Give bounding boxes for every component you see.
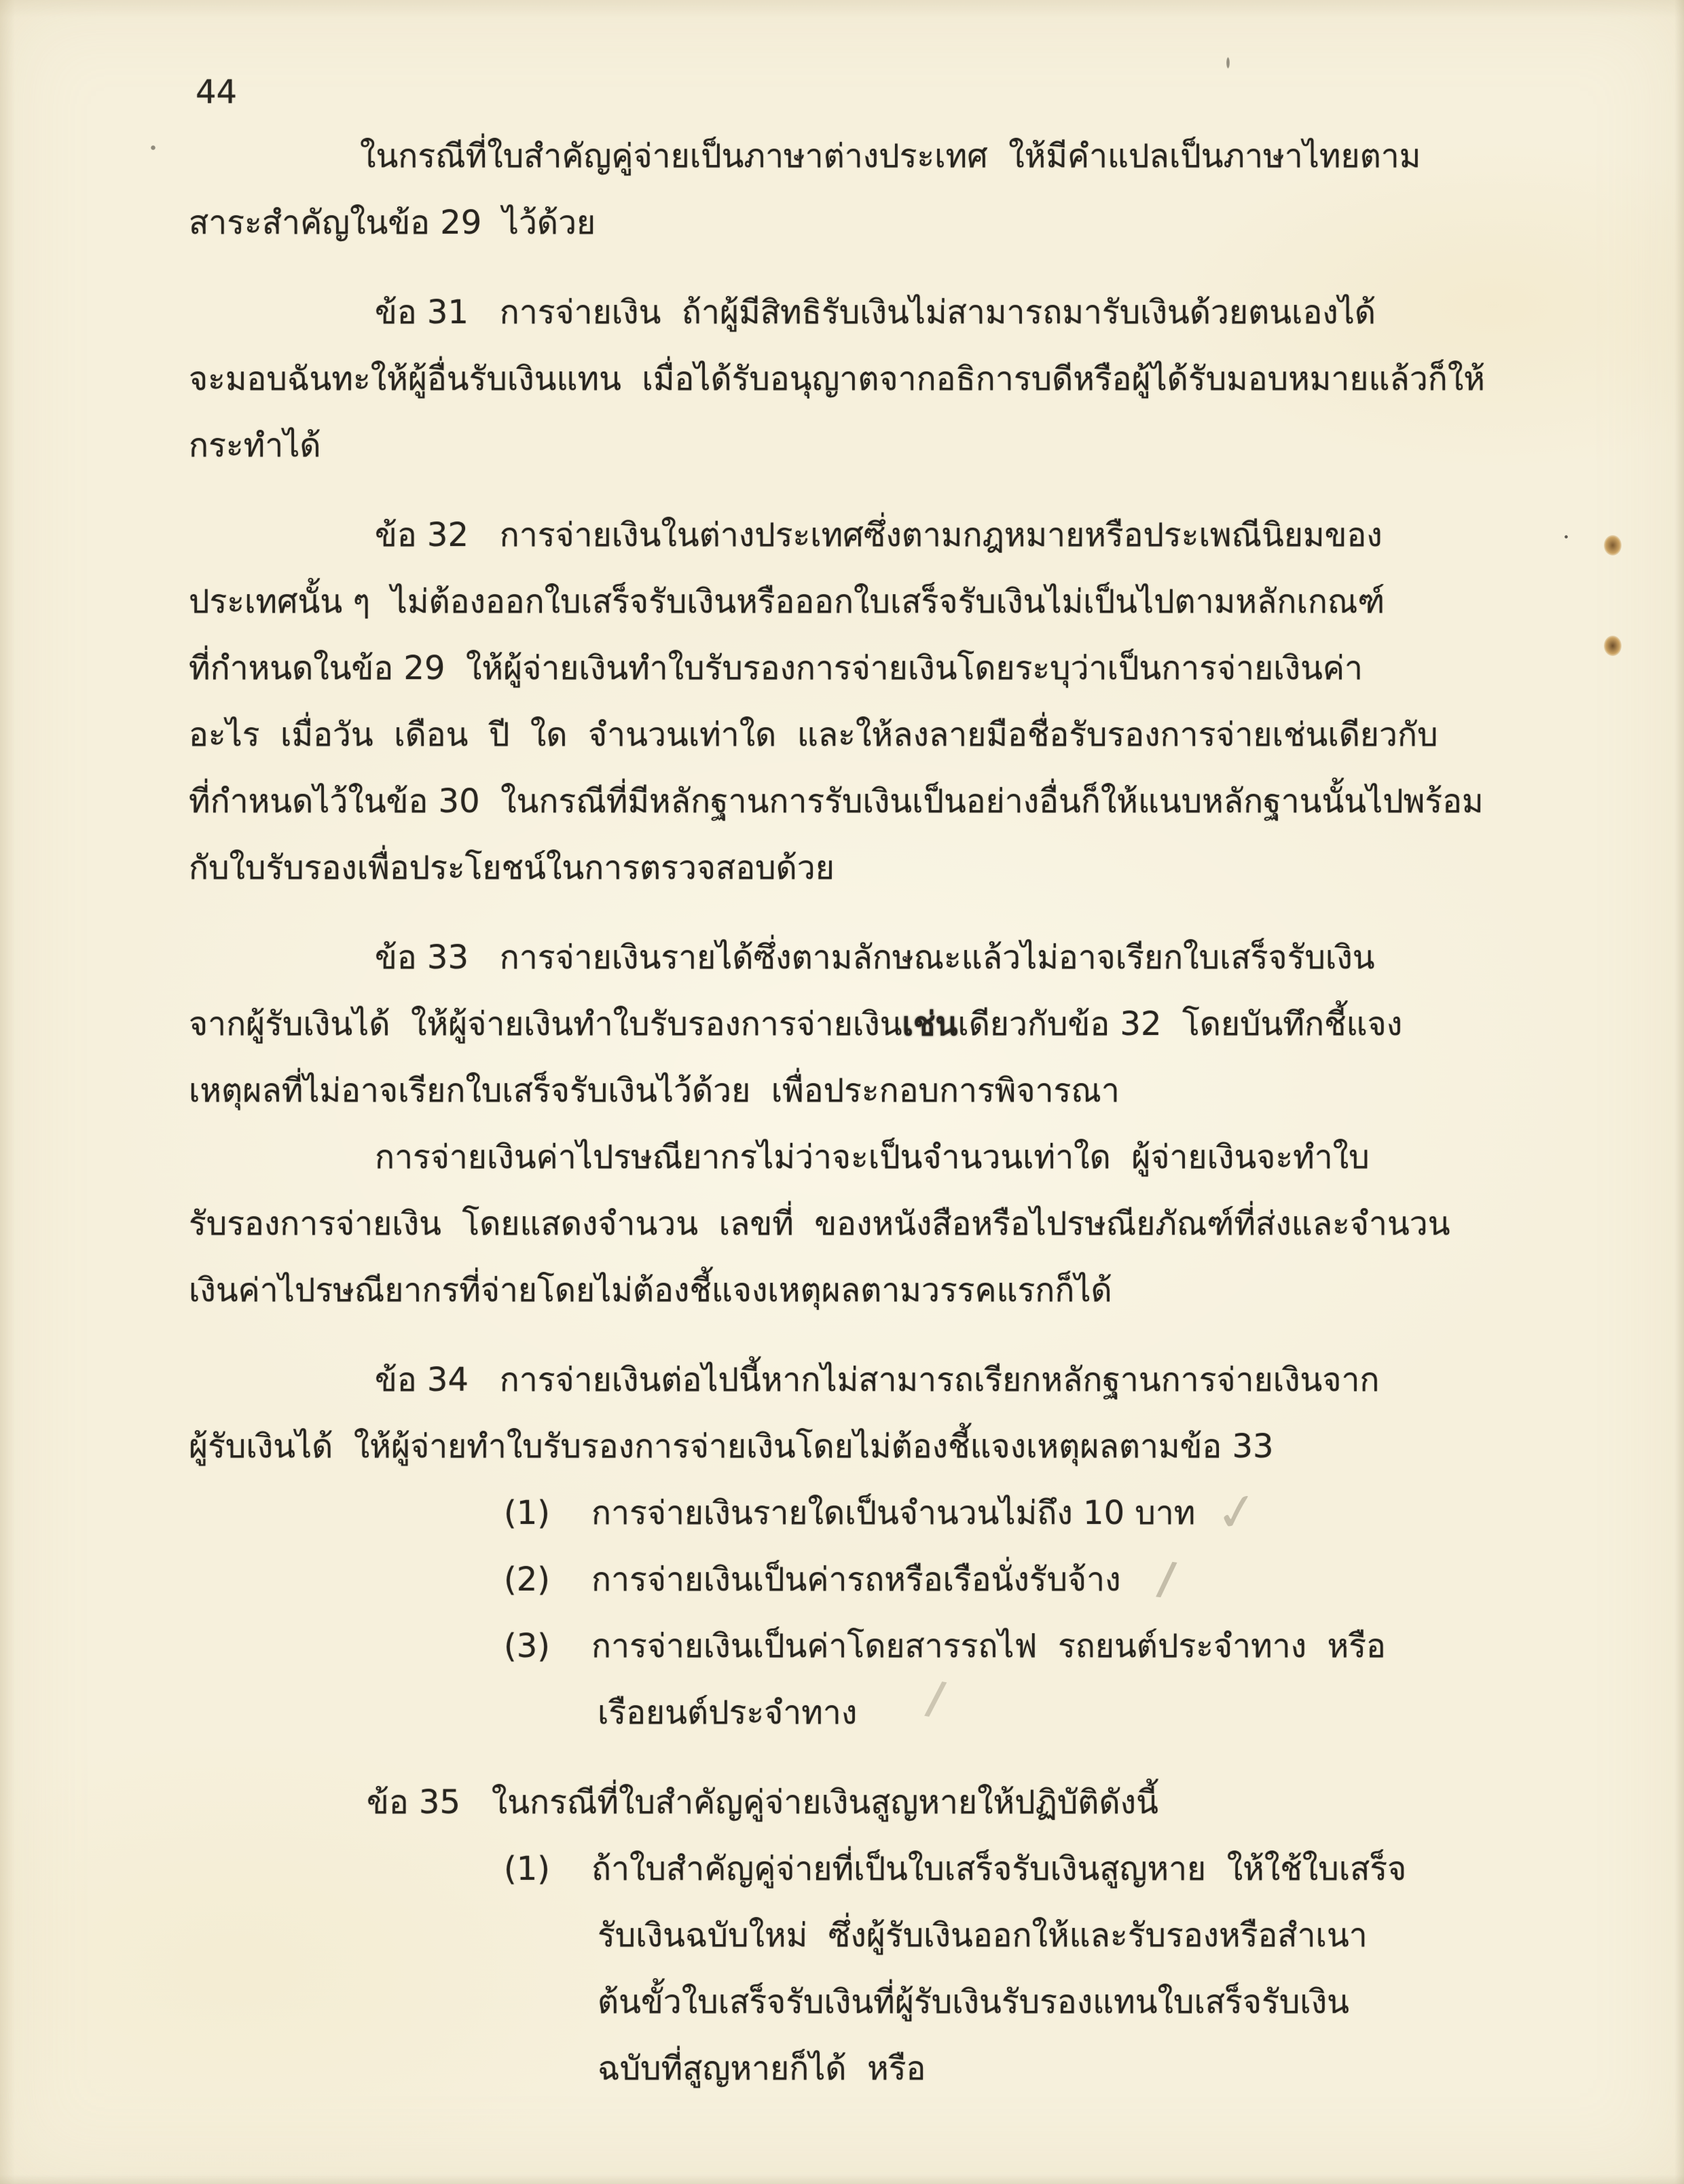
pencil-check-mark: ✓ bbox=[1211, 1479, 1263, 1545]
text-line: เหตุผลที่ไม่อาจเรียกใบเสร็จรับเงินไว้ด้วย เพื่อประกอบการพิจารณา bbox=[189, 1072, 1120, 1110]
text-line: ที่กำหนดในข้อ 29 ให้ผู้จ่ายเงินทำใบรับรองการจ่ายเงินโดยระบุว่าเป็นการจ่ายเงินค่า bbox=[189, 649, 1363, 687]
text-line: ประเทศนั้น ๆ ไม่ต้องออกใบเสร็จรับเงินหรือออกใบเสร็จรับเงินไม่เป็นไปตามหลักเกณฑ์ bbox=[189, 583, 1385, 621]
text-line: กับใบรับรองเพื่อประโยชน์ในการตรวจสอบด้วย bbox=[189, 849, 835, 887]
overstruck-word: เช่น bbox=[902, 1005, 958, 1043]
rust-stain bbox=[1604, 535, 1622, 556]
text-line: ข้อ 33 การจ่ายเงินรายได้ซึ่งตามลักษณะแล้วไม่อาจเรียกใบเสร็จรับเงิน bbox=[375, 939, 1375, 977]
text-line: ข้อ 35 ในกรณีที่ใบสำคัญคู่จ่ายเงินสูญหายให้ปฏิบัติดังนี้ bbox=[367, 1783, 1158, 1821]
text-line: เรือยนต์ประจำทาง bbox=[598, 1694, 858, 1732]
ink-speck bbox=[1226, 57, 1230, 69]
text-line: จากผู้รับเงินได้ ให้ผู้จ่ายเงินทำใบรับรองการจ่ายเงินเช่นเดียวกับข้อ 32 โดยบันทึกชี้แจง bbox=[189, 1005, 1403, 1043]
text-line: ข้อ 32 การจ่ายเงินในต่างประเทศซึ่งตามกฎหมายหรือประเพณีนิยมของ bbox=[375, 516, 1383, 554]
text-line: กระทำได้ bbox=[189, 426, 321, 465]
text-line: ข้อ 34 การจ่ายเงินต่อไปนี้หากไม่สามารถเรียกหลักฐานการจ่ายเงินจาก bbox=[375, 1361, 1380, 1399]
text-line: (3) การจ่ายเงินเป็นค่าโดยสารรถไฟ รถยนต์ประจำทาง หรือ bbox=[504, 1627, 1386, 1665]
text-line: การจ่ายเงินค่าไปรษณียากรไม่ว่าจะเป็นจำนวนเท่าใด ผู้จ่ายเงินจะทำใบ bbox=[375, 1138, 1370, 1176]
text-line: ข้อ 31 การจ่ายเงิน ถ้าผู้มีสิทธิรับเงินไม่สามารถมารับเงินด้วยตนเองได้ bbox=[375, 293, 1376, 331]
text-line: ในกรณีที่ใบสำคัญคู่จ่ายเป็นภาษาต่างประเทศ ให้มีคำแปลเป็นภาษาไทยตาม bbox=[360, 137, 1421, 175]
pencil-slash-mark: / bbox=[1154, 1551, 1179, 1606]
text-line: รับเงินฉบับใหม่ ซึ่งผู้รับเงินออกให้และรับรองหรือสำเนา bbox=[598, 1916, 1368, 1954]
text-line: อะไร เมื่อวัน เดือน ปี ใด จำนวนเท่าใด และให้ลงลายมือชื่อรับรองการจ่ายเช่นเดียวกับ bbox=[189, 716, 1438, 754]
text-line: (1) การจ่ายเงินรายใดเป็นจำนวนไม่ถึง 10 บาท bbox=[504, 1494, 1196, 1532]
text-line: รับรองการจ่ายเงิน โดยแสดงจำนวน เลขที่ ของหนังสือหรือไปรษณียภัณฑ์ที่ส่งและจำนวน bbox=[189, 1205, 1450, 1243]
ink-speck bbox=[151, 145, 155, 150]
text-line: สาระสำคัญในข้อ 29 ไว้ด้วย bbox=[189, 204, 596, 242]
ink-speck bbox=[1564, 535, 1568, 539]
page-number: 44 bbox=[196, 73, 238, 111]
text-line: (2) การจ่ายเงินเป็นค่ารถหรือเรือนั่งรับจ้าง bbox=[504, 1561, 1121, 1599]
text-line: ต้นขั้วใบเสร็จรับเงินที่ผู้รับเงินรับรองแทนใบเสร็จรับเงิน bbox=[598, 1983, 1349, 2021]
rust-stain bbox=[1604, 636, 1622, 656]
text-line: (1) ถ้าใบสำคัญคู่จ่ายที่เป็นใบเสร็จรับเงินสูญหาย ให้ใช้ใบเสร็จ bbox=[504, 1850, 1407, 1888]
text-line: ผู้รับเงินได้ ให้ผู้จ่ายทำใบรับรองการจ่ายเงินโดยไม่ต้องชี้แจงเหตุผลตามข้อ 33 bbox=[189, 1427, 1274, 1466]
pencil-slash-mark: / bbox=[923, 1671, 949, 1726]
text-line: เงินค่าไปรษณียากรที่จ่ายโดยไม่ต้องชี้แจงเหตุผลตามวรรคแรกก็ได้ bbox=[189, 1271, 1112, 1309]
text-line: ที่กำหนดไว้ในข้อ 30 ในกรณีที่มีหลักฐานการรับเงินเป็นอย่างอื่นก็ให้แนบหลักฐานนั้นไปพร้อม bbox=[189, 782, 1484, 820]
text-line: ฉบับที่สูญหายก็ได้ หรือ bbox=[598, 2050, 926, 2088]
text-line: จะมอบฉันทะให้ผู้อื่นรับเงินแทน เมื่อได้รับอนุญาตจากอธิการบดีหรือผู้ได้รับมอบหมายแล้วก็ให้ bbox=[189, 360, 1485, 398]
